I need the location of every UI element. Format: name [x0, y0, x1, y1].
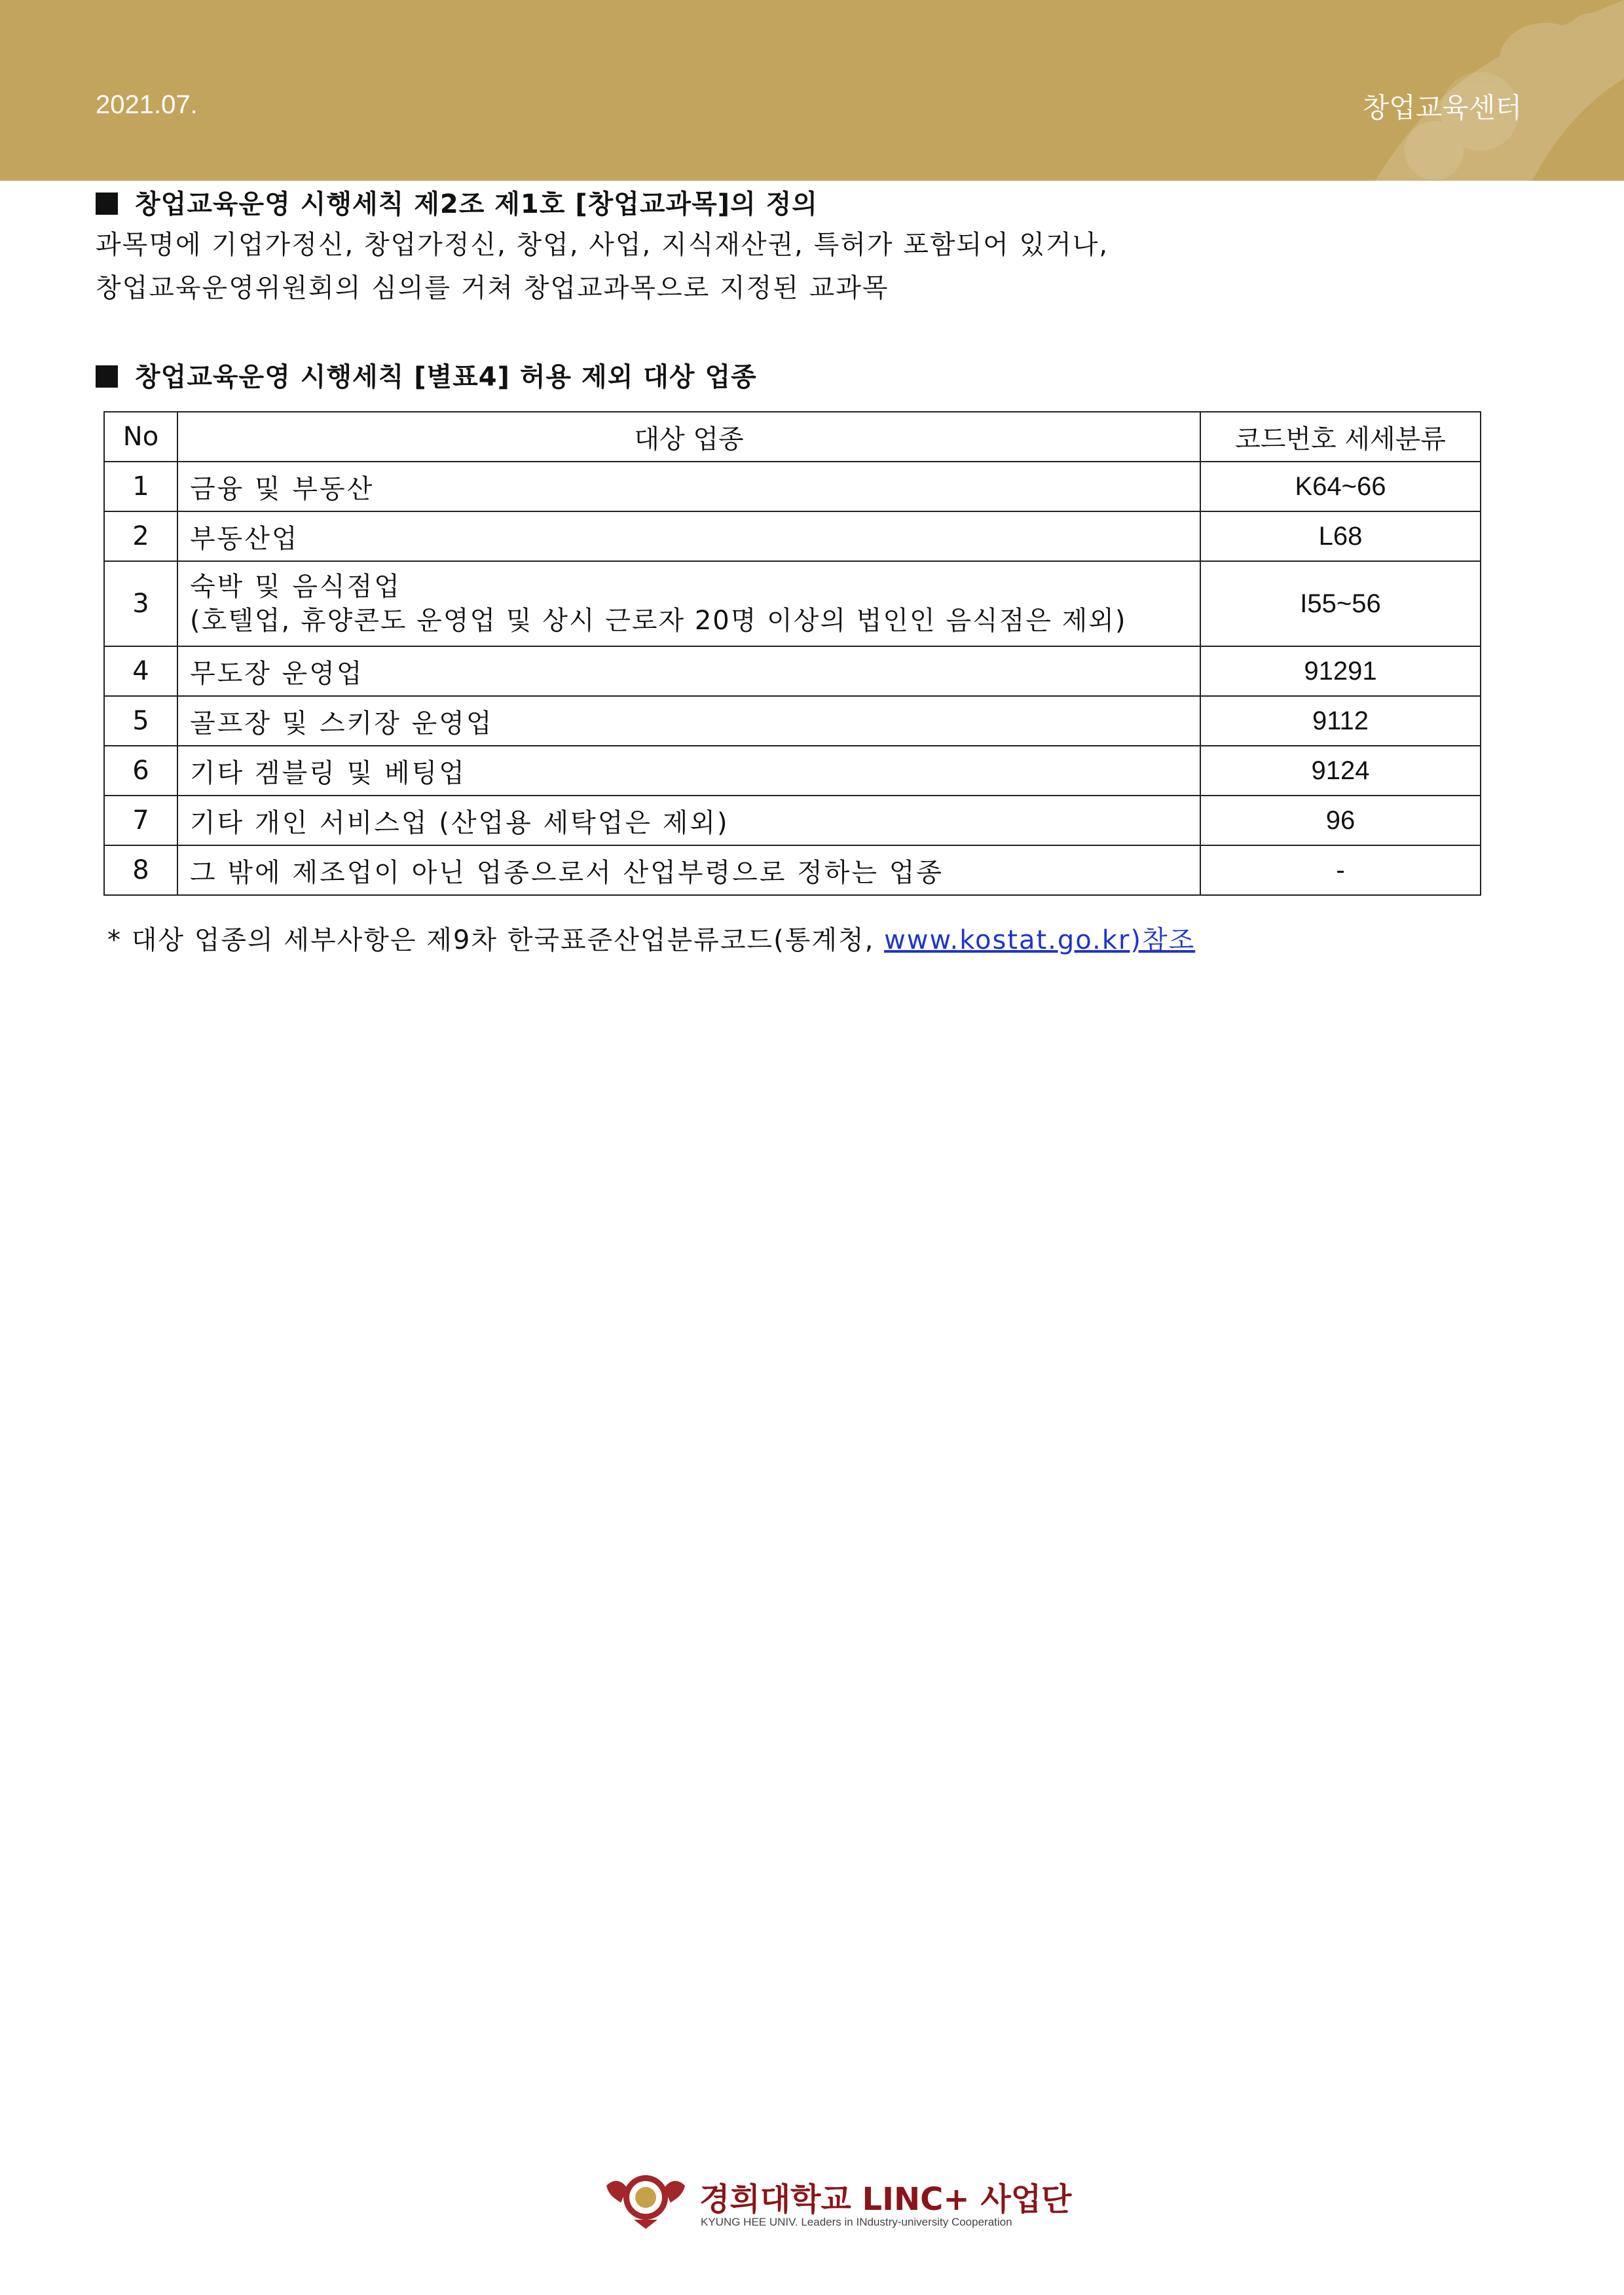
row-industry: 부동산업: [177, 511, 1200, 561]
square-bullet-icon: [96, 193, 118, 215]
table-row: [104, 696, 1481, 746]
row-no: 1: [104, 462, 177, 511]
footnote: [107, 919, 1195, 957]
footer-org-subtitle: KYUNG HEE UNIV. Leaders in INdustry-university Cooperation: [701, 2216, 1012, 2228]
row-no: 7: [104, 796, 177, 845]
row-no: 3: [104, 561, 177, 646]
row-code: 9124: [1200, 746, 1481, 796]
row-code: 91291: [1200, 646, 1481, 696]
table-row: [104, 561, 1481, 646]
row-no: 4: [104, 646, 177, 696]
table-row: [104, 462, 1481, 511]
definition-line-1: 과목명에 기업가정신, 창업가정신, 창업, 사업, 지식재산권, 특허가 포함되어 있거나,: [96, 230, 1109, 260]
header-no: No: [104, 412, 177, 462]
section-title-text: 창업교육운영 시행세칙 [별표4] 허용 제외 대상 업종: [135, 362, 757, 392]
row-code: -: [1200, 845, 1481, 895]
university-emblem-icon: [601, 2166, 690, 2231]
issue-date: 2021.07.: [96, 90, 198, 119]
row-no: 8: [104, 845, 177, 895]
table-row: [104, 746, 1481, 796]
table-row: [104, 511, 1481, 561]
header-band: [0, 0, 1624, 181]
table-row: [104, 845, 1481, 895]
row-code: K64~66: [1200, 462, 1481, 511]
row-industry: 기타 개인 서비스업 (산업용 세탁업은 제외): [177, 796, 1200, 845]
section-title-definition: [96, 183, 818, 221]
header-code: 코드번호 세세분류: [1200, 412, 1481, 462]
row-no: 6: [104, 746, 177, 796]
row-industry: 무도장 운영업: [177, 646, 1200, 696]
row-code: 9112: [1200, 696, 1481, 746]
row-code: 96: [1200, 796, 1481, 845]
row-code: L68: [1200, 511, 1481, 561]
footer-logo: [601, 2166, 1072, 2231]
row-no: 5: [104, 696, 177, 746]
row-industry: 골프장 및 스키장 운영업: [177, 696, 1200, 746]
row-industry: [177, 561, 1200, 646]
row-industry: 그 밖에 제조업이 아닌 업종으로서 산업부령으로 정하는 업종: [177, 845, 1200, 895]
footnote-text: * 대상 업종의 세부사항은 제9차 한국표준산업분류코드(통계청,: [107, 925, 885, 955]
row-industry-line: 숙박 및 음식점업: [190, 572, 401, 602]
center-name: 창업교육센터: [1362, 92, 1522, 124]
excluded-industries-table: [103, 411, 1481, 896]
definition-line-2: 창업교육운영위원회의 심의를 거쳐 창업교과목으로 지정된 교과목: [96, 273, 889, 303]
section-title-exclusions: [96, 356, 757, 394]
row-industry: 기타 겜블링 및 베팅업: [177, 746, 1200, 796]
square-bullet-icon: [96, 365, 118, 388]
row-code: I55~56: [1200, 561, 1481, 646]
table-row: [104, 646, 1481, 696]
row-industry: 금융 및 부동산: [177, 462, 1200, 511]
table-header-row: [104, 412, 1481, 462]
footer-org-name: 경희대학교 LINC+ 사업단: [699, 2181, 1072, 2218]
row-industry-line: (호텔업, 휴양콘도 운영업 및 상시 근로자 20명 이상의 법인인 음식점은 제외): [190, 606, 1127, 636]
section-title-text: 창업교육운영 시행세칙 제2조 제1호 [창업교과목]의 정의: [135, 189, 818, 219]
table-row: [104, 796, 1481, 845]
header-industry: 대상 업종: [177, 412, 1200, 462]
row-no: 2: [104, 511, 177, 561]
kostat-link[interactable]: www.kostat.go.kr)참조: [884, 925, 1196, 955]
